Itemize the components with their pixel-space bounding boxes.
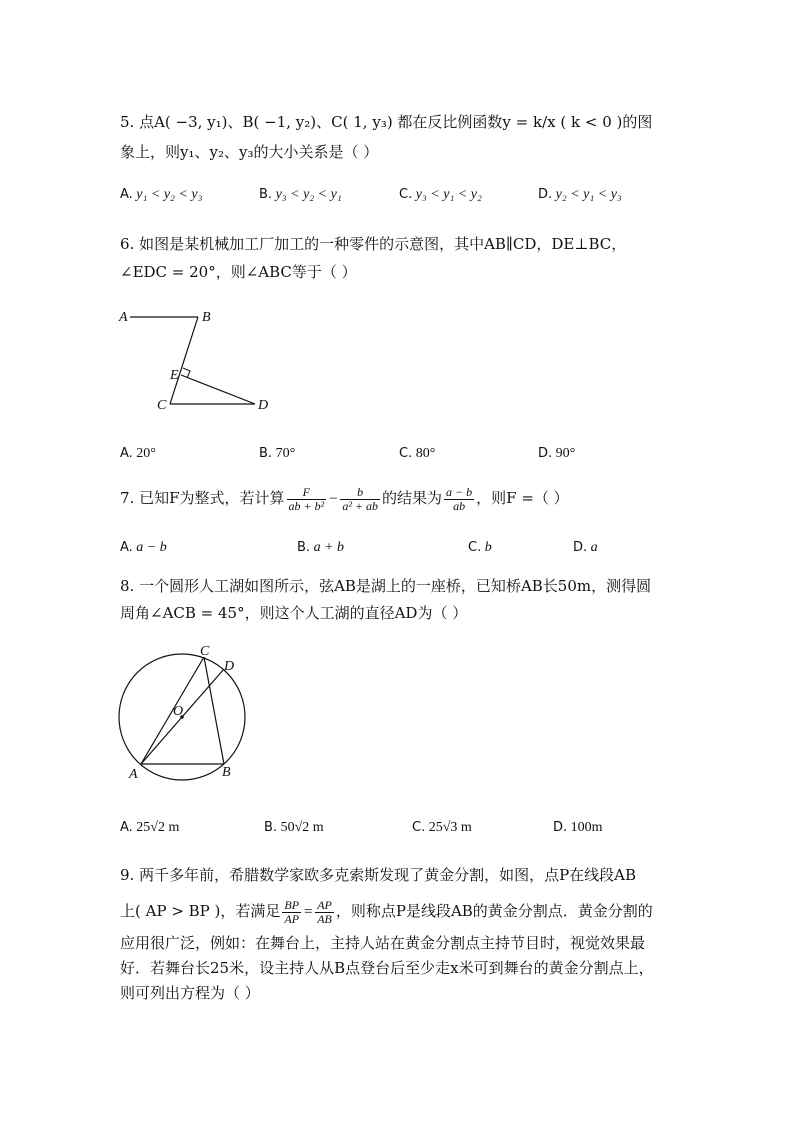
q7-stem bbox=[120, 483, 569, 514]
q5-option-d[interactable] bbox=[538, 187, 622, 203]
q5-option-b[interactable] bbox=[259, 187, 342, 203]
option-text: 100m bbox=[570, 820, 603, 835]
option-text: 25√2 m bbox=[136, 820, 180, 835]
q9-line2-prefix: 上( AP > BP )，若满足 bbox=[120, 902, 281, 920]
q6-option-c[interactable] bbox=[399, 446, 435, 462]
q7-suffix: ，则F =（ ） bbox=[476, 489, 569, 507]
q7-prefix: 7. 已知F为整式，若计算 bbox=[120, 489, 285, 507]
q9-fraction-right bbox=[315, 899, 334, 926]
option-label: D. bbox=[538, 187, 553, 202]
point-d-label: D bbox=[258, 398, 269, 413]
option-text: 90° bbox=[555, 446, 576, 461]
point-e-label: E bbox=[170, 368, 179, 383]
q8-option-b[interactable] bbox=[264, 820, 324, 836]
q7-minus: − bbox=[328, 491, 339, 507]
q9-fraction-left bbox=[282, 899, 301, 926]
option-text: 25√3 m bbox=[428, 820, 472, 835]
q8-stem-line1: 8. 一个圆形人工湖如图所示，弦AB是湖上的一座桥，已知桥AB长50m，测得圆 bbox=[120, 577, 652, 595]
option-text: y₁ < y₂ < y₃ bbox=[136, 187, 203, 202]
q6-option-d[interactable] bbox=[538, 446, 575, 462]
option-label: C. bbox=[468, 540, 482, 555]
q9-stem-line5: 则可列出方程为（ ） bbox=[120, 984, 260, 1002]
q5-option-c[interactable] bbox=[399, 187, 482, 203]
fraction-numerator: F bbox=[287, 486, 327, 500]
option-text: a + b bbox=[313, 540, 345, 555]
option-text: a − b bbox=[136, 540, 167, 555]
fraction-denominator: ab + b² bbox=[288, 498, 325, 513]
q6-stem-line1: 6. 如图是某机械加工厂加工的一种零件的示意图，其中AB∥CD，DE⊥BC， bbox=[120, 235, 627, 253]
option-label: A. bbox=[120, 187, 133, 202]
fraction-denominator: a² + ab bbox=[342, 498, 379, 513]
option-text: 70° bbox=[275, 446, 296, 461]
q7-option-c[interactable] bbox=[468, 540, 492, 556]
fraction-denominator: AB bbox=[317, 911, 332, 926]
segment-bc bbox=[170, 317, 198, 404]
option-label: C. bbox=[399, 187, 413, 202]
point-b-label: B bbox=[202, 310, 211, 325]
point-d-label: D bbox=[224, 659, 235, 674]
q7-mid: 的结果为 bbox=[382, 489, 443, 507]
q6-option-b[interactable] bbox=[259, 446, 295, 462]
option-label: C. bbox=[399, 446, 413, 461]
option-label: A. bbox=[120, 446, 133, 461]
fraction-numerator: AP bbox=[317, 897, 332, 912]
option-label: B. bbox=[259, 446, 273, 461]
q8-figure bbox=[108, 640, 258, 785]
point-o-label: O bbox=[173, 704, 184, 719]
point-c-label: C bbox=[200, 644, 210, 659]
fraction-numerator: b bbox=[340, 486, 380, 500]
option-label: B. bbox=[264, 820, 278, 835]
q9-stem-line4: 好．若舞台长25米，设主持人从B点登台后至少走x米可到舞台的黄金分割点上， bbox=[120, 959, 654, 977]
q5-stem-line2: 象上，则y₁、y₂、y₃的大小关系是（ ） bbox=[120, 143, 379, 161]
option-text: 80° bbox=[415, 446, 436, 461]
option-text: 20° bbox=[136, 446, 156, 461]
option-label: C. bbox=[412, 820, 426, 835]
option-text: b bbox=[484, 540, 492, 555]
option-label: D. bbox=[553, 820, 568, 835]
option-text: a bbox=[590, 540, 598, 555]
q7-option-d[interactable] bbox=[573, 540, 598, 556]
option-label: B. bbox=[259, 187, 273, 202]
option-label: D. bbox=[538, 446, 553, 461]
q7-fraction-3 bbox=[444, 486, 474, 513]
q6-option-a[interactable] bbox=[120, 446, 156, 462]
q9-line2-suffix: ，则称点P是线段AB的黄金分割点．黄金分割的 bbox=[335, 902, 653, 920]
point-c-label: C bbox=[157, 398, 167, 413]
q8-stem-line2: 周角∠ACB = 45°，则这个人工湖的直径AD为（ ） bbox=[120, 604, 468, 622]
option-text: y₂ < y₁ < y₃ bbox=[555, 187, 622, 202]
q6-figure bbox=[110, 300, 290, 420]
q9-stem-line1: 9. 两千多年前，希腊数学家欧多克索斯发现了黄金分割，如图，点P在线段AB bbox=[120, 866, 637, 884]
q6-stem-line2: ∠EDC = 20°，则∠ABC等于（ ） bbox=[120, 263, 357, 281]
option-label: B. bbox=[297, 540, 311, 555]
point-b-label: B bbox=[222, 765, 231, 780]
option-text: y₃ < y₁ < y₂ bbox=[415, 187, 482, 202]
point-a-label: A bbox=[129, 767, 138, 782]
q9-equals: = bbox=[303, 904, 314, 920]
q8-option-c[interactable] bbox=[412, 820, 472, 836]
q7-fraction-2 bbox=[340, 486, 380, 513]
segment-de bbox=[181, 375, 255, 404]
fraction-numerator: a − b bbox=[446, 484, 473, 499]
q8-option-a[interactable] bbox=[120, 820, 179, 836]
option-label: A. bbox=[120, 540, 133, 555]
q5-option-a[interactable] bbox=[120, 187, 202, 203]
option-label: A. bbox=[120, 820, 133, 835]
q9-stem-line2 bbox=[120, 896, 653, 927]
option-text: y₃ < y₂ < y₁ bbox=[275, 187, 342, 202]
q8-option-d[interactable] bbox=[553, 820, 603, 836]
fraction-denominator: ab bbox=[453, 498, 466, 513]
fraction-denominator: AP bbox=[284, 911, 300, 926]
q7-option-b[interactable] bbox=[297, 540, 344, 556]
q9-stem-line3: 应用很广泛，例如：在舞台上，主持人站在黄金分割点主持节目时，视觉效果最 bbox=[120, 934, 646, 952]
q7-option-a[interactable] bbox=[120, 540, 167, 556]
fraction-numerator: BP bbox=[284, 897, 300, 912]
point-a-label: A bbox=[119, 310, 128, 325]
option-label: D. bbox=[573, 540, 588, 555]
q5-stem-line1: 5. 点A( −3, y₁)、B( −1, y₂)、C( 1, y₃) 都在反比例函数y = k/x ( k < 0 )的图 bbox=[120, 113, 653, 131]
q7-fraction-1 bbox=[287, 486, 327, 513]
option-text: 50√2 m bbox=[280, 820, 324, 835]
